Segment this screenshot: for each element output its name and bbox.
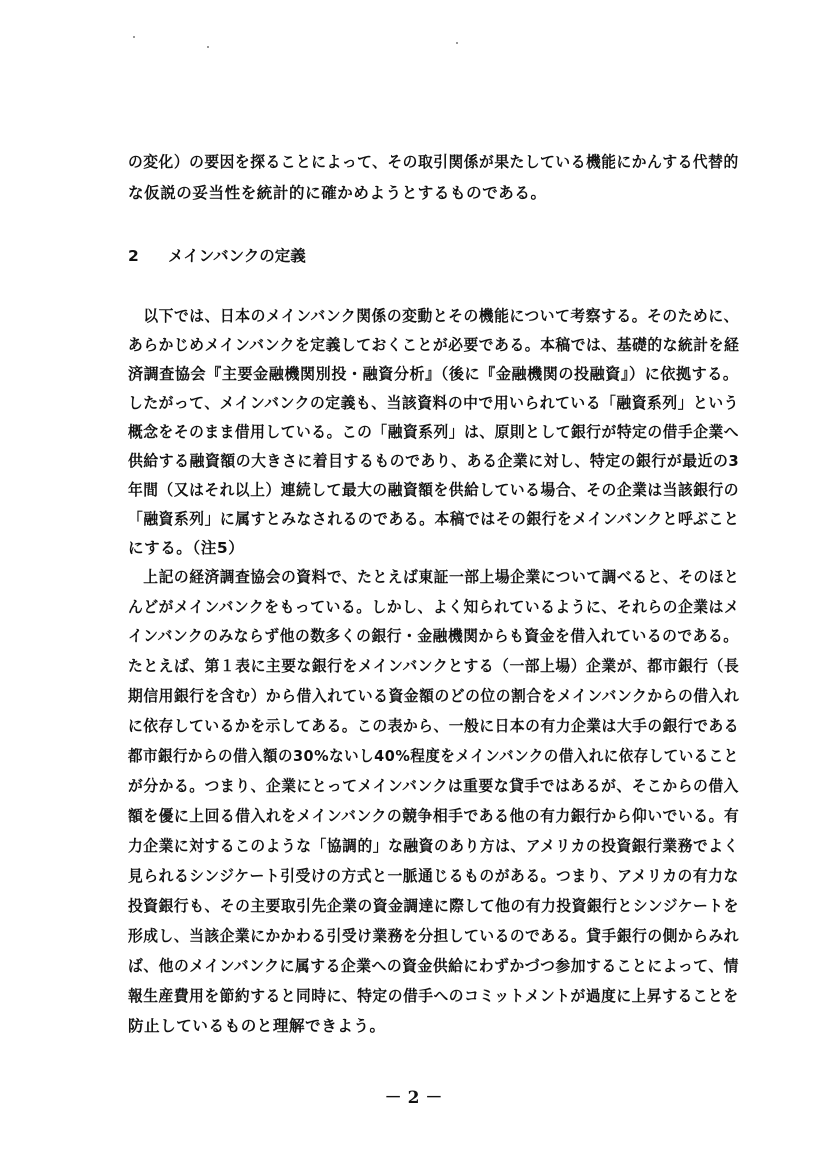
section-title: メインバンクの定義 [168,247,306,265]
body-text-line: 供給する融資額の大きさに着目するものであり、ある企業に対し、特定の銀行が最近の3 [128,452,740,470]
body-text-line: 概念をそのまま借用している。この「融資系列」は、原則として銀行が特定の借手企業へ [128,423,740,441]
body-text-line: 以下では、日本のメインバンク関係の変動とその機能について考察する。そのために、 [128,307,739,325]
section-number: 2 [128,247,139,265]
body-text-line: 年間（又はそれ以上）連続して最大の融資額を供給している場合、その企業は当該銀行の [128,481,740,499]
body-text-line: 見られるシンジケート引受けの方式と一脈通じるものがある。つまり、アメリカの有力な [128,867,739,885]
body-text-line: 防止しているものと理解できよう。 [128,1017,386,1035]
body-text-line: したがって、メインバンクの定義も、当該資料の中で用いられている「融資系列」という [128,394,739,412]
body-text-line: インバンクのみならず他の数多くの銀行・金融機関からも資金を借入れているのである。 [128,627,739,645]
body-text-line: ば、他のメインバンクに属する企業への資金供給にわずかづつ参加することによって、情 [128,957,739,975]
body-text-line: に依存しているかを示してある。この表から、一般に日本の有力企業は大手の銀行である [128,717,740,735]
body-text-line: 報生産費用を節約すると同時に、特定の借手へのコミットメントが過度に上昇することを [128,987,739,1005]
body-text-line: 形成し、当該企業にかかわる引受け業務を分担しているのである。貸手銀行の側からみれ [128,927,740,945]
scan-speck [456,42,458,44]
body-text-line: 上記の経済調査協会の資料で、たとえば東証一部上場企業について調べると、そのほと [128,568,740,586]
body-text-line: 額を優に上回る借入れをメインバンクの競争相手である他の有力銀行から仰いでいる。有 [128,807,740,825]
body-text-line: の変化）の要因を探ることによって、その取引関係が果たしている機能にかんする代替的 [128,153,739,171]
section-heading [128,246,306,266]
body-text-line: 投資銀行も、その主要取引先企業の資金調達に際して他の有力投資銀行とシンジケートを [128,897,739,915]
page-number: － 2 － [384,1088,443,1108]
body-text-line: 「融資系列」に属すとみなされるのである。本稿ではその銀行をメインバンクと呼ぶこと [128,510,740,528]
body-text-line: んどがメインバンクをもっている。しかし、よく知られているように、それらの企業はメ [128,598,740,616]
body-text-line: あらかじめメインバンクを定義しておくことが必要である。本稿では、基礎的な統計を経 [128,336,740,354]
scan-speck [133,36,135,38]
body-text-line: な仮説の妥当性を統計的に確かめようとするものである。 [128,184,547,202]
body-text-line: 済調査協会『主要金融機関別投・融資分析』（後に『金融機関の投融資』）に依拠する。 [128,365,739,383]
body-text-line: が分かる。つまり、企業にとってメインバンクは重要な貸手ではあるが、そこからの借入 [128,777,739,795]
body-text-line: 期信用銀行を含む）から借入れている資金額のどの位の割合をメインバンクからの借入れ [128,687,740,705]
body-text-line: 都市銀行からの借入額の30%ないし40%程度をメインバンクの借入れに依存していること [128,747,739,765]
body-text-line: 力企業に対するこのような「協調的」な融資のあり方は、アメリカの投資銀行業務でよく [128,837,739,855]
body-text-line: にする。（注5） [128,539,245,557]
scan-speck [207,46,209,48]
body-text-line: たとえば、第１表に主要な銀行をメインバンクとする（一部上場）企業が、都市銀行（長 [128,657,740,675]
